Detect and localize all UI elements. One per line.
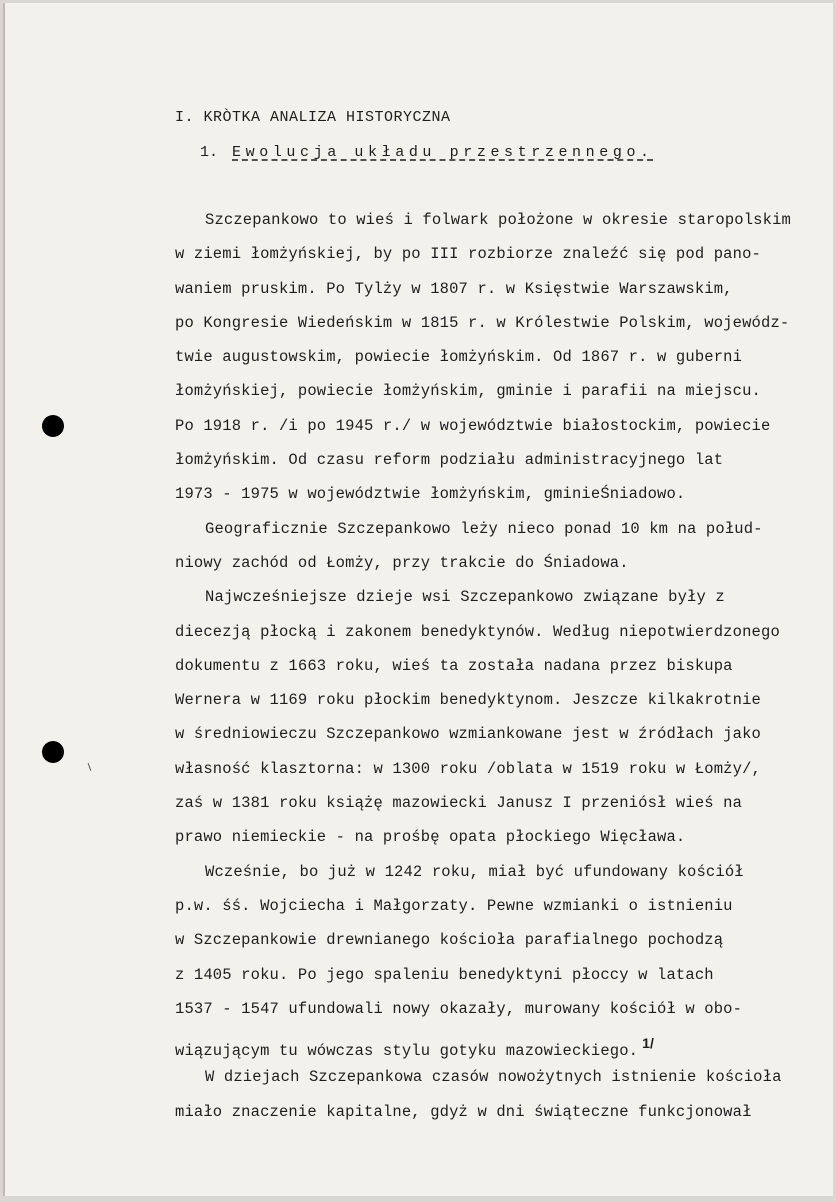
text-line <box>175 958 815 992</box>
subsection-heading <box>200 144 654 161</box>
text-line-content: łomżyńskiej, powiecie łomżyńskim, gminie i parafii na miejscu. <box>175 382 761 401</box>
stray-mark <box>88 763 92 771</box>
text-line-content: niowy zachód od Łomży, przy trakcie do Śniadowa. <box>175 553 629 572</box>
text-line <box>175 615 815 649</box>
text-line <box>175 992 815 1026</box>
text-line <box>175 1026 815 1060</box>
text-line-content: Szczepankowo to wieś i folwark położone w okresie staropolskim <box>205 211 791 229</box>
text-line <box>175 580 815 614</box>
text-line <box>175 786 815 820</box>
punch-hole <box>42 741 64 763</box>
text-line <box>175 203 815 237</box>
text-line <box>175 477 815 511</box>
footnote-marker: 1/ <box>642 1035 655 1052</box>
text-line <box>175 717 815 751</box>
text-line-content: dokumentu z 1663 roku, wieś ta została nadana przez biskupa <box>175 656 733 675</box>
text-line <box>175 752 815 786</box>
text-line <box>175 1095 815 1129</box>
body-text <box>175 203 815 1129</box>
text-line <box>175 820 815 854</box>
text-line-content: waniem pruskim. Po Tylży w 1807 r. w Księstwie Warszawskim, <box>175 279 733 298</box>
subsection-title: Ewolucja układu przestrzennego. <box>232 144 654 161</box>
text-line <box>175 443 815 477</box>
text-line <box>175 683 815 717</box>
text-line <box>175 374 815 408</box>
text-line-content: p.w. śś. Wojciecha i Małgorzaty. Pewne wzmianki o istnieniu <box>175 896 733 915</box>
text-line-content: zaś w 1381 roku książę mazowiecki Janusz I przeniósł wieś na <box>175 794 743 813</box>
text-line <box>175 237 815 271</box>
text-line-content: Po 1918 r. /i po 1945 r./ w województwie białostockim, powiecie <box>175 416 771 435</box>
text-line <box>175 923 815 957</box>
text-line-content: wiązującym tu wówczas stylu gotyku mazowieckiego. <box>175 1042 639 1061</box>
document-page <box>3 3 833 1196</box>
text-line <box>175 855 815 889</box>
text-line-content: Geograficznie Szczepankowo leży nieco ponad 10 km na połud- <box>205 519 763 538</box>
text-line <box>175 1060 815 1094</box>
text-line-content: 1973 - 1975 w województwie łomżyńskim, gminieŚniadowo. <box>175 485 686 504</box>
text-line <box>175 340 815 374</box>
text-line <box>175 546 815 580</box>
text-line <box>175 649 815 683</box>
text-line-content: Wernera w 1169 roku płockim benedyktynom. Jeszcze kilkakrotnie <box>175 691 761 710</box>
text-line-content: łomżyńskim. Od czasu reform podziału administracyjnego lat <box>175 451 724 470</box>
text-line <box>175 889 815 923</box>
text-line-content: w średniowieczu Szczepankowo wzmiankowane jest w źródłach jako <box>175 725 761 744</box>
subsection-number: 1. <box>200 144 219 161</box>
text-line <box>175 272 815 306</box>
text-line-content: własność klasztorna: w 1300 roku /oblata w 1519 roku w Łomży/, <box>175 759 761 778</box>
section-heading: I. KRÒTKA ANALIZA HISTORYCZNA <box>175 109 451 126</box>
text-line <box>175 306 815 340</box>
text-line-content: miało znaczenie kapitalne, gdyż w dni świąteczne funkcjonował <box>175 1102 752 1121</box>
text-line <box>175 409 815 443</box>
text-line-content: twie augustowskim, powiecie łomżyńskim. Od 1867 r. w guberni <box>175 348 743 367</box>
text-line-content: po Kongresie Wiedeńskim w 1815 r. w Królestwie Polskim, wojewódz- <box>175 313 790 332</box>
text-line-content: w ziemi łomżyńskiej, by po III rozbiorze znaleźć się pod pano- <box>175 245 761 264</box>
text-line <box>175 512 815 546</box>
text-line-content: 1537 - 1547 ufundowali nowy okazały, murowany kościół w obo- <box>175 999 743 1018</box>
text-line-content: Najwcześniejsze dzieje wsi Szczepankowo związane były z <box>205 588 725 607</box>
text-line-content: diecezją płocką i zakonem benedyktynów. Według niepotwierdzonego <box>175 622 780 641</box>
text-line-content: Wcześnie, bo już w 1242 roku, miał być ufundowany kościół <box>205 862 744 881</box>
text-line-content: z 1405 roku. Po jego spaleniu benedyktyni płoccy w latach <box>175 965 714 984</box>
text-line-content: prawo niemieckie - na prośbę opata płockiego Więcława. <box>175 828 686 847</box>
punch-hole <box>42 415 64 437</box>
text-line-content: W dziejach Szczepankowa czasów nowożytnych istnienie kościoła <box>205 1068 782 1087</box>
text-line-content: w Szczepankowie drewnianego kościoła parafialnego pochodzą <box>175 931 724 950</box>
